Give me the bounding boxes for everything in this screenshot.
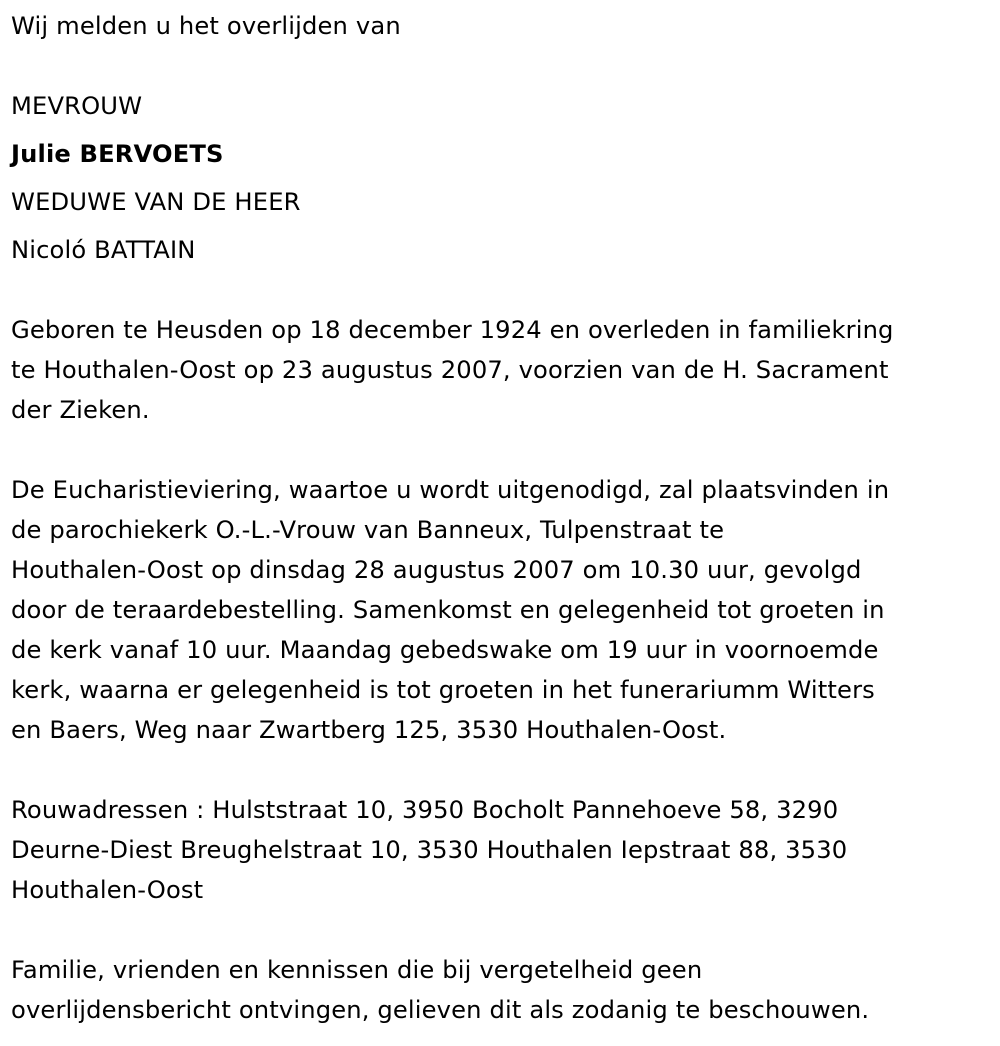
ceremony-line: door de teraardebestelling. Samenkomst en gelegenheid tot groeten in bbox=[11, 596, 885, 624]
address-line: Deurne-Diest Breughelstraat 10, 3530 Houthalen Iepstraat 88, 3530 bbox=[11, 836, 848, 864]
deceased-relation: WEDUWE VAN DE HEER bbox=[11, 188, 301, 216]
closing-line: overlijdensbericht ontvingen, gelieven dit als zodanig te beschouwen. bbox=[11, 996, 870, 1024]
closing-line: Familie, vrienden en kennissen die bij vergetelheid geen bbox=[11, 956, 703, 984]
birth-death-line: te Houthalen-Oost op 23 augustus 2007, voorzien van de H. Sacrament bbox=[11, 356, 889, 384]
intro-text: Wij melden u het overlijden van bbox=[11, 12, 401, 40]
ceremony-line: Houthalen-Oost op dinsdag 28 augustus 2007 om 10.30 uur, gevolgd bbox=[11, 556, 862, 584]
ceremony-line: de parochiekerk O.-L.-Vrouw van Banneux, Tulpenstraat te bbox=[11, 516, 725, 544]
ceremony-line: kerk, waarna er gelegenheid is tot groeten in het funerariumm Witters bbox=[11, 676, 875, 704]
spouse-name: Nicoló BATTAIN bbox=[11, 236, 196, 264]
deceased-title: MEVROUW bbox=[11, 92, 143, 120]
birth-death-line: Geboren te Heusden op 18 december 1924 en overleden in familiekring bbox=[11, 316, 894, 344]
deceased-name: Julie BERVOETS bbox=[11, 140, 224, 168]
address-line: Houthalen-Oost bbox=[11, 876, 204, 904]
birth-death-line: der Zieken. bbox=[11, 396, 150, 424]
ceremony-line: en Baers, Weg naar Zwartberg 125, 3530 Houthalen-Oost. bbox=[11, 716, 727, 744]
ceremony-line: De Eucharistieviering, waartoe u wordt uitgenodigd, zal plaatsvinden in bbox=[11, 476, 890, 504]
ceremony-line: de kerk vanaf 10 uur. Maandag gebedswake om 19 uur in voornoemde bbox=[11, 636, 879, 664]
address-line: Rouwadressen : Hulststraat 10, 3950 Bocholt Pannehoeve 58, 3290 bbox=[11, 796, 839, 824]
